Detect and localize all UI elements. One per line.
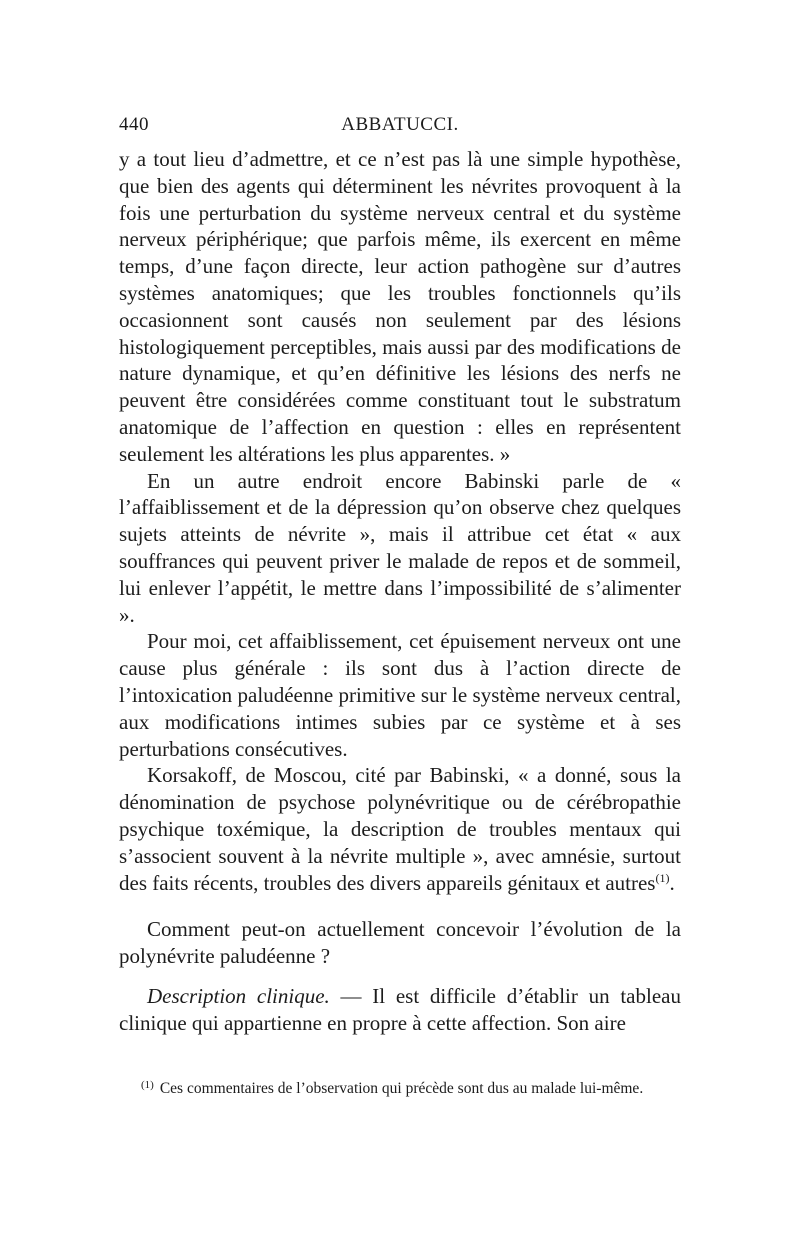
footnote-mark: (1) (141, 1079, 154, 1091)
paragraph-korsakoff (119, 762, 681, 896)
paragraph-question: Comment peut-on actuellement concevoir l’évolution de la polynévrite paludéenne ? (119, 917, 681, 969)
footnote-reference: (1) (655, 870, 670, 885)
footnote-text: Ces commentaires de l’observation qui précède sont dus au malade lui-même. (159, 1080, 644, 1097)
footnote (119, 1078, 681, 1100)
running-title: ABBATUCCI. (341, 114, 459, 135)
section-text: — Il est difficile d’établir un tableau clinique qui appartienne en propre à cette affection. Son aire (119, 983, 681, 1035)
korsakoff-text: Korsakoff, de Moscou, cité par Babinski, « a donné, sous la dénomination de psychose polynévritique ou de cérébropathie psychique toxémique, la description de troubles mentaux qui s’associent souvent à la névrite multiple », avec amnésie, surtout des faits récents, troubles des divers appareils génitaux et autres (119, 763, 681, 895)
paragraph-continued: y a tout lieu d’admettre, et ce n’est pas là une simple hypothèse, que bien des agents qui déterminent les névrites provoquent à la fois une perturbation du système nerveux central et du système nerveux périphérique; que parfois même, ils exercent en même temps, d’une façon directe, leur action pathogène sur d’autres systèmes anatomiques; que les troubles fonctionnels qu’ils occasionnent sont causés non seulement par des lésions histologiquement perceptibles, mais aussi par des modifications de nature dynamique, et qu’en définitive les lésions des nerfs ne peuvent être considérées comme constituant tout le substratum anatomique de l’affection en question : elles en représentent seulement les altérations les plus apparentes. » (119, 147, 681, 466)
running-head (119, 112, 681, 140)
page-number: 440 (119, 114, 149, 135)
paragraph-description-clinique (119, 983, 681, 1037)
section-lead: Description clinique. (147, 983, 330, 1008)
korsakoff-end: . (669, 870, 675, 895)
paragraph-affaiblissement: Pour moi, cet affaiblissement, cet épuisement nerveux ont une cause plus générale : ils sont dus à l’action directe de l’intoxication paludéenne primitive sur le système nerveux central, aux modifications intimes subies par ce système et à ses perturbations consécutives. (119, 629, 681, 761)
body-text (119, 146, 681, 1037)
paragraph-babinski: En un autre endroit encore Babinski parle de « l’affaiblissement et de la dépression qu’on observe chez quelques sujets atteints de névrite », mais il attribue cet état « aux souffrances qui peuvent priver le malade de repos et de sommeil, lui enlever l’appétit, le mettre dans l’impossibilité de s’alimenter ». (119, 468, 681, 627)
